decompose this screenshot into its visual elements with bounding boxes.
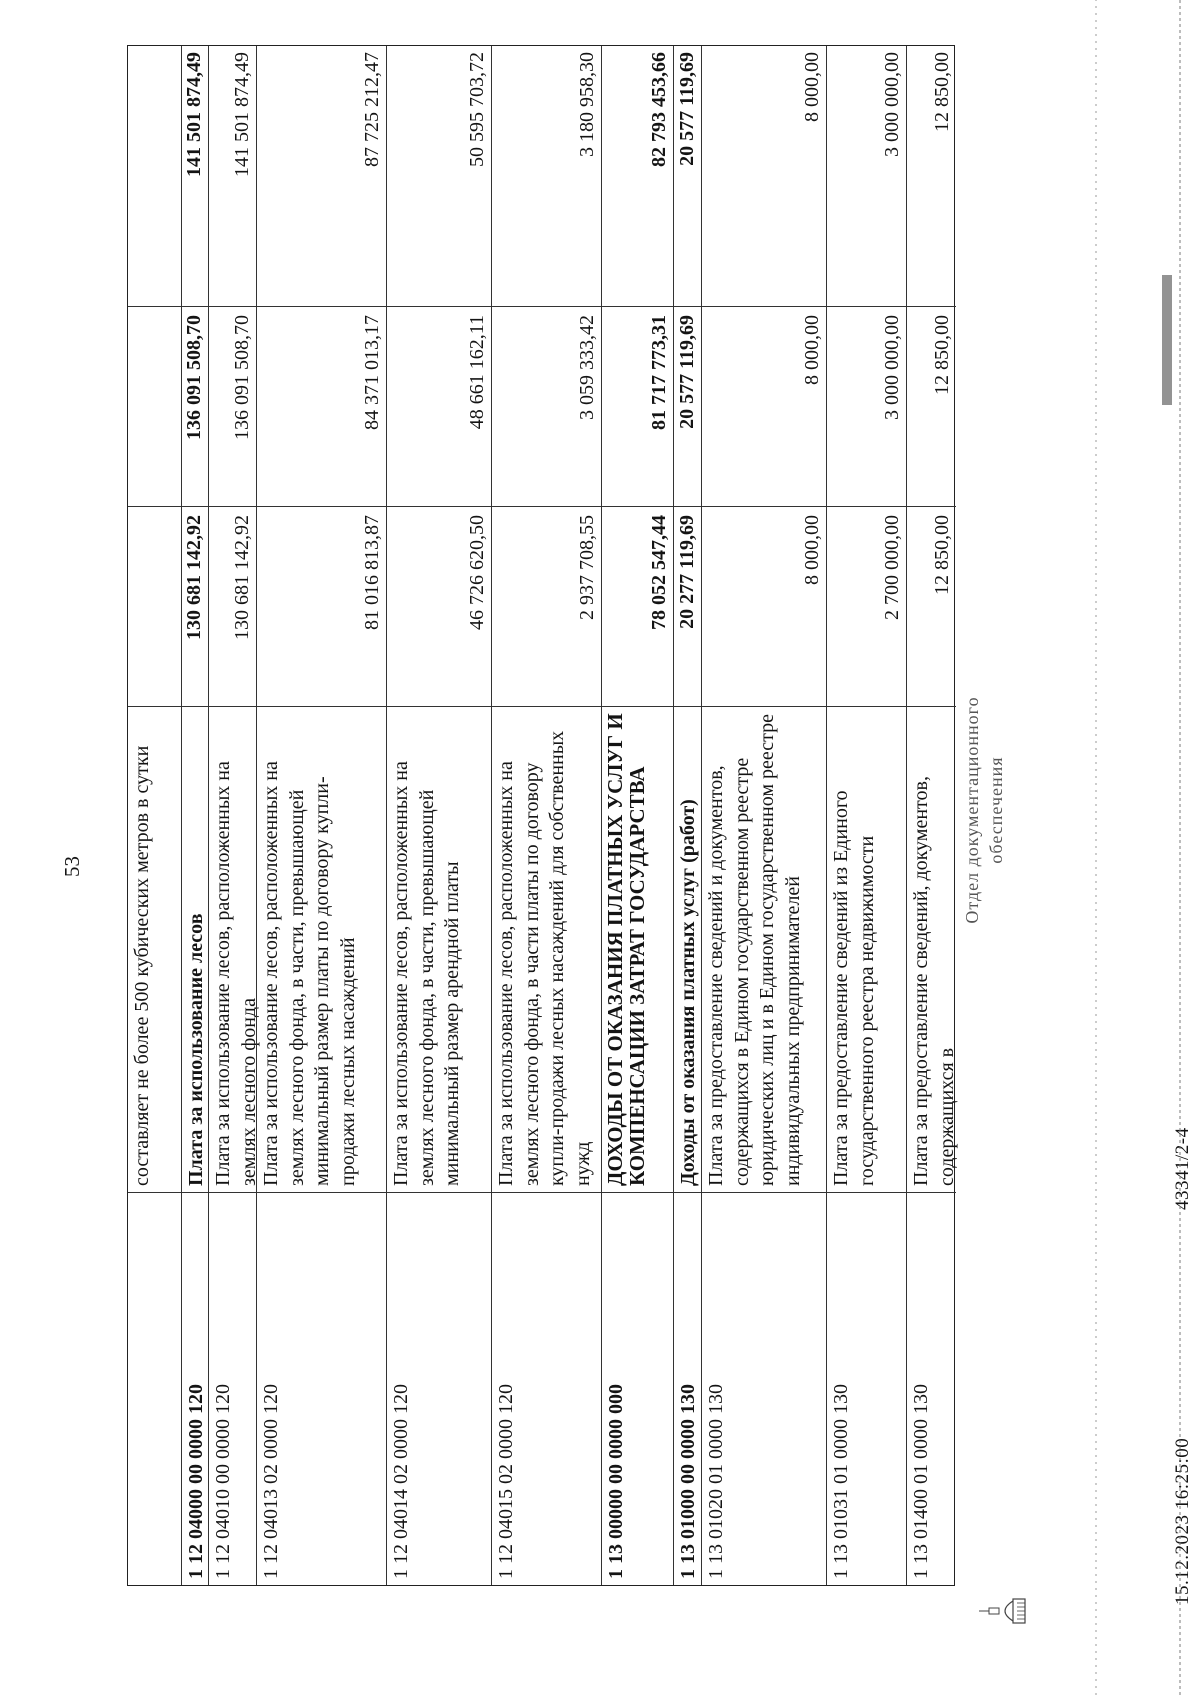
row-value-3 (128, 44, 181, 307)
row-value-1: 130 681 142,92 (209, 507, 256, 707)
row-name: Плата за предоставление сведений, документов, содержащихся в (907, 707, 956, 1193)
stamp-line-2: обеспечения (986, 756, 1007, 864)
scan-dark-band (1160, 275, 1174, 405)
row-value-2: 84 371 013,17 (257, 307, 386, 507)
row-value-3: 8 000,00 (702, 44, 826, 307)
row-code: 1 12 04010 00 0000 120 (212, 1384, 234, 1579)
row-value-3: 3 000 000,00 (827, 44, 906, 307)
row-code: 1 13 01020 01 0000 130 (705, 1384, 727, 1579)
table-row (181, 46, 208, 1585)
row-name: Плата за предоставление сведений из Единого государственного реестра недвижимости (827, 707, 906, 1193)
row-value-1: 130 681 142,92 (182, 507, 208, 707)
row-value-3: 3 180 958,30 (492, 44, 601, 307)
table-row (491, 46, 601, 1585)
row-code: 1 13 00000 00 0000 000 (605, 1384, 627, 1579)
department-stamp (960, 635, 1009, 985)
table-row (906, 46, 956, 1585)
emblem-logo (975, 1597, 1032, 1625)
row-name: ДОХОДЫ ОТ ОКАЗАНИЯ ПЛАТНЫХ УСЛУГ И КОМПЕНСАЦИИ ЗАТРАТ ГОСУДАРСТВА (602, 707, 673, 1193)
page-number: 53 (60, 856, 84, 877)
row-value-1 (128, 507, 181, 707)
row-value-3: 12 850,00 (907, 44, 956, 307)
table-row (673, 46, 701, 1585)
row-value-2: 48 661 162,11 (387, 307, 491, 507)
table-row (386, 46, 491, 1585)
row-value-2: 12 850,00 (907, 307, 956, 507)
row-code: 1 13 01400 01 0000 130 (910, 1384, 932, 1579)
row-value-1: 81 016 813,87 (257, 507, 386, 707)
row-value-2: 3 000 000,00 (827, 307, 906, 507)
row-value-1: 2 700 000,00 (827, 507, 906, 707)
row-value-3: 82 793 453,66 (602, 44, 673, 307)
row-code (128, 1193, 181, 1585)
table-row (826, 46, 906, 1585)
footer-doc-number: 43341/2-4 (1172, 1127, 1193, 1210)
footer-datetime: 15.12.2023 16:25:00 (1172, 1437, 1193, 1605)
row-value-2: 81 717 773,31 (602, 307, 673, 507)
row-value-1: 78 052 547,44 (602, 507, 673, 707)
table-row (701, 46, 826, 1585)
row-value-2: 20 577 119,69 (674, 307, 701, 507)
row-value-2: 3 059 333,42 (492, 307, 601, 507)
row-value-2: 136 091 508,70 (209, 307, 256, 507)
row-value-1: 12 850,00 (907, 507, 956, 707)
row-value-3: 20 577 119,69 (674, 44, 701, 307)
row-value-2: 8 000,00 (702, 307, 826, 507)
row-code: 1 12 04014 02 0000 120 (390, 1384, 412, 1579)
row-code: 1 12 04015 02 0000 120 (495, 1384, 517, 1579)
row-name: Плата за использование лесов, расположенных на землях лесного фонда, в части, превышающей минимальный размер платы по договору купли-продажи лесных насаждений (257, 707, 386, 1193)
row-name: Плата за использование лесов, расположенных на землях лесного фонда (209, 707, 256, 1193)
table-row (256, 46, 386, 1585)
row-value-2 (128, 307, 181, 507)
table-row (208, 46, 260, 1585)
row-name: Плата за использование лесов (182, 707, 208, 1193)
row-value-3: 141 501 874,49 (182, 44, 208, 307)
row-value-3: 141 501 874,49 (209, 44, 256, 307)
row-code: 1 12 04000 00 0000 120 (185, 1384, 207, 1579)
row-code: 1 13 01031 01 0000 130 (830, 1384, 852, 1579)
scan-dotted-line (1094, 0, 1098, 1695)
row-value-1: 8 000,00 (702, 507, 826, 707)
table-row (601, 46, 673, 1585)
row-code: 1 12 04013 02 0000 120 (260, 1384, 282, 1579)
row-value-1: 46 726 620,50 (387, 507, 491, 707)
table-row (128, 46, 181, 1585)
row-name: составляет не более 500 кубических метров в сутки (128, 707, 181, 1193)
row-name: Доходы от оказания платных услуг (работ) (674, 707, 701, 1193)
row-name: Плата за предоставление сведений и документов, содержащихся в Едином государственном реестре юридических лиц и в Едином государственном реестре индивидуальных предпринимателей (702, 707, 826, 1193)
row-value-3: 50 595 703,72 (387, 44, 491, 307)
budget-table (127, 45, 958, 1586)
row-value-2: 136 091 508,70 (182, 307, 208, 507)
stamp-line-1: Отдел документационного (962, 696, 982, 924)
scan-edge-line (1178, 0, 1182, 1695)
row-value-3: 87 725 212,47 (257, 44, 386, 307)
row-code: 1 13 01000 00 0000 130 (677, 1384, 699, 1579)
row-value-1: 2 937 708,55 (492, 507, 601, 707)
row-name: Плата за использование лесов, расположенных на землях лесного фонда, в части платы по договору купли-продажи лесных насаждений для собственных нужд (492, 707, 601, 1193)
row-name: Плата за использование лесов, расположенных на землях лесного фонда, в части, превышающей минимальный размер арендной платы (387, 707, 491, 1193)
row-value-1: 20 277 119,69 (674, 507, 701, 707)
